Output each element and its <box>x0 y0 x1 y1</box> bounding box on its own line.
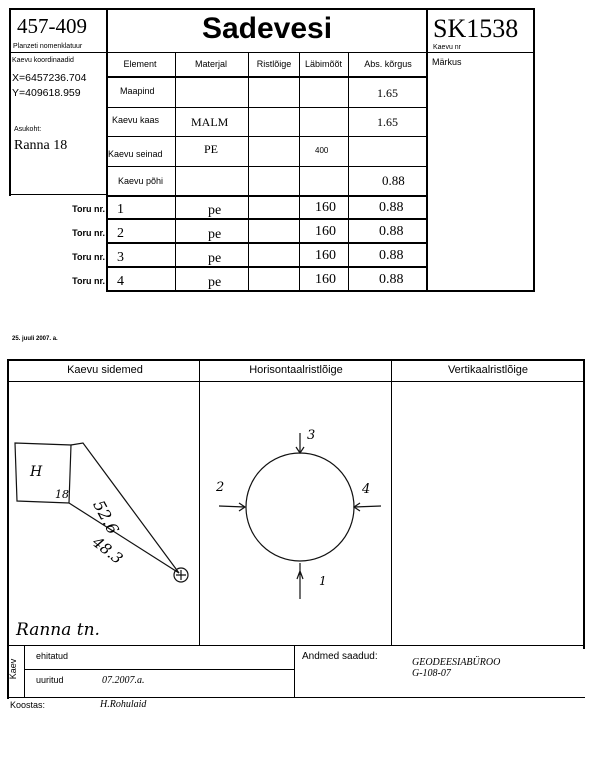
pipe-label: Toru nr. <box>72 252 105 262</box>
pipe-abs: 0.88 <box>379 224 404 239</box>
pipe-label: Toru nr. <box>72 204 105 214</box>
pipe-number: 4 <box>117 274 124 289</box>
pipe-abs: 0.88 <box>379 248 404 263</box>
pipe-number-label: 1 <box>319 574 327 588</box>
page-title: Sadevesi <box>201 12 333 45</box>
built-label: ehitatud <box>36 651 69 661</box>
row-element: Kaevu põhi <box>118 176 164 186</box>
location-label: Asukoht: <box>14 126 42 133</box>
row-abs: 1.65 <box>377 86 398 100</box>
row-element: Kaevu seinad <box>108 149 163 159</box>
distance-1: 52.6 <box>89 497 123 538</box>
pipe-arrow-2 <box>219 503 245 511</box>
date-note: 25. juuli 2007. a. <box>12 336 58 342</box>
data-from-label: Andmed saadud: <box>302 651 378 662</box>
pipe-material: pe <box>208 203 222 218</box>
pipe-number-label: 3 <box>307 428 316 443</box>
compiled-label: Koostas: <box>10 700 46 710</box>
col-header-element: Element <box>123 59 157 69</box>
pipe-arrow-1 <box>297 563 303 599</box>
location-value: Ranna 18 <box>14 138 68 153</box>
measure-line <box>69 503 179 573</box>
data-from-value: GEODEESIABÜROO <box>412 657 501 668</box>
pipe-material: pe <box>208 251 222 266</box>
data-from-code: G-108-07 <box>412 668 451 679</box>
nomenclature-code: 457-409 <box>17 14 87 38</box>
row-material: PE <box>204 142 219 156</box>
col-header-cross-section: Ristlõige <box>256 59 292 69</box>
pipe-number-label: 4 <box>362 482 371 497</box>
well-number-label: Kaevu nr <box>433 44 462 51</box>
row-element: Kaevu kaas <box>112 115 160 125</box>
row-abs: 1.65 <box>377 115 398 129</box>
pipe-diameter: 160 <box>315 272 336 287</box>
pipe-label: Toru nr. <box>72 228 105 238</box>
pipe-material: pe <box>208 227 222 242</box>
pipe-number: 3 <box>117 250 124 265</box>
notes-label: Märkus <box>432 57 462 67</box>
kaev-label: Kaev <box>8 658 18 680</box>
pipe-number: 2 <box>117 226 124 241</box>
house-number: 18 <box>55 488 69 501</box>
coord-x: X=6457236.704 <box>12 72 87 84</box>
pipe-abs: 0.88 <box>379 200 404 215</box>
row-element: Maapind <box>120 86 155 96</box>
horizontal-section-drawing <box>201 383 393 645</box>
col-header-diameter: Läbimõõt <box>304 59 343 69</box>
compiled-value: H.Rohulaid <box>100 699 147 710</box>
pipe-diameter: 160 <box>315 248 336 263</box>
coords-label: Kaevu koordinaadid <box>12 57 74 64</box>
pipe-diameter: 160 <box>315 224 336 239</box>
section-vertical: Vertikaalristlõige <box>447 364 529 376</box>
coord-y: Y=409618.959 <box>12 87 81 99</box>
pipe-material: pe <box>208 275 222 290</box>
col-header-material: Materjal <box>194 59 227 69</box>
row-material: MALM <box>191 115 229 129</box>
surveyed-label: uuritud <box>36 675 64 685</box>
street-label: Ranna tn. <box>16 620 100 640</box>
pipe-label: Toru nr. <box>72 276 105 286</box>
col-header-abs: Abs. kõrgus <box>364 59 412 69</box>
pipe-arrow-4 <box>354 503 381 511</box>
pipe-number-label: 2 <box>216 480 225 495</box>
distance-2: 48.3 <box>88 533 127 568</box>
surveyed-value: 07.2007.a. <box>102 675 145 686</box>
pipe-abs: 0.88 <box>379 272 404 287</box>
row-abs: 0.88 <box>382 173 405 188</box>
pipe-arrow-3 <box>296 433 304 453</box>
pipe-diameter: 160 <box>315 200 336 215</box>
well-number: SK1538 <box>433 14 519 43</box>
row-diameter: 400 <box>315 146 329 155</box>
section-connections: Kaevu sidemed <box>67 364 143 376</box>
well-circle <box>246 453 354 561</box>
nomenclature-label: Planzeti nomenklatuur <box>13 43 83 50</box>
pipe-number: 1 <box>117 202 124 217</box>
building-label: H <box>30 464 43 480</box>
section-horizontal: Horisontaalristlõige <box>249 364 343 376</box>
